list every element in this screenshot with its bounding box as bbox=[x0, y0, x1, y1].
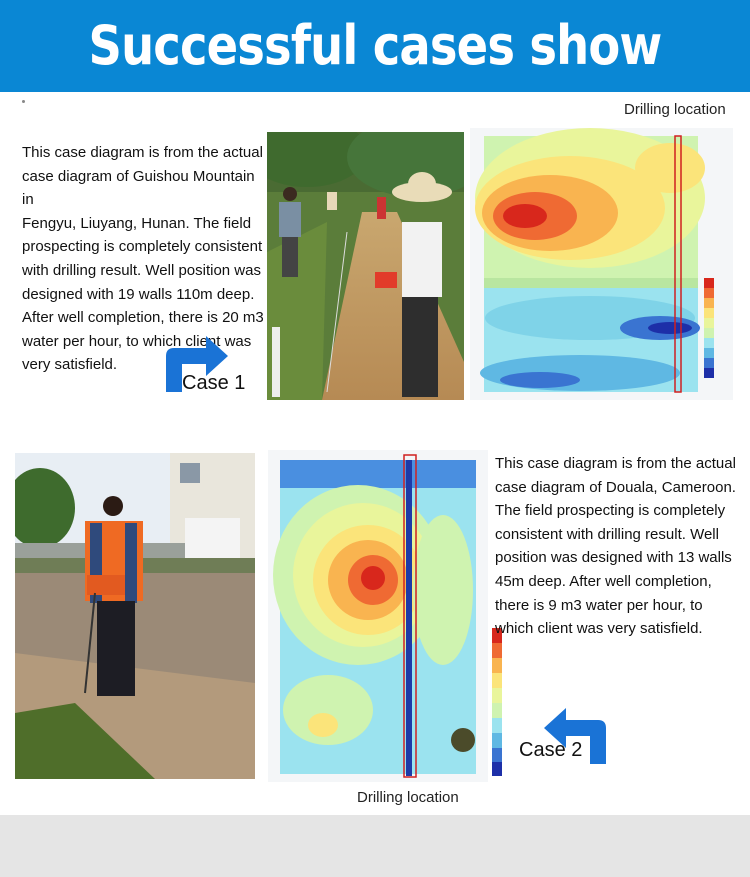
drilling-location-label-case-2: Drilling location bbox=[357, 789, 459, 806]
case-1-line: After well completion, there is 20 m3 bbox=[22, 309, 264, 327]
case-1-line: very satisfield. bbox=[22, 356, 118, 374]
case-2-line: case diagram of Douala, Cameroon. bbox=[495, 478, 736, 496]
case-2-field-photo bbox=[15, 453, 255, 779]
footer-band bbox=[0, 815, 750, 877]
drilling-location-label-case-1: Drilling location bbox=[624, 101, 726, 118]
case-2-resistivity-map bbox=[268, 450, 488, 782]
case-2-line: 45m deep. After well completion, bbox=[495, 572, 712, 590]
case-1-line: case diagram of Guishou Mountain in bbox=[22, 167, 255, 209]
case-2-line: position was designed with 13 walls bbox=[495, 549, 732, 567]
case-1-line: This case diagram is from the actual bbox=[22, 144, 263, 161]
case-2-line: The field prospecting is completely bbox=[495, 502, 726, 520]
page-title: Successful cases show bbox=[88, 14, 662, 77]
case-1-line: Fengyu, Liuyang, Hunan. The field bbox=[22, 214, 252, 232]
case-1-line: water per hour, to which client was bbox=[22, 332, 252, 350]
decorative-dot bbox=[22, 100, 25, 103]
case-1-line: with drilling result. Well position was bbox=[22, 261, 261, 279]
case-1-field-photo bbox=[267, 132, 464, 400]
case-2-line: This case diagram is from the actual bbox=[495, 455, 736, 472]
case-2-line: which client was very satisfield. bbox=[495, 620, 703, 638]
case-2-line: there is 9 m3 water per hour, to bbox=[495, 596, 703, 614]
case-2-colorbar bbox=[492, 628, 504, 776]
case-1-line: prospecting is completely consistent bbox=[22, 238, 263, 256]
case-2-line: consistent with drilling result. Well bbox=[495, 525, 719, 543]
case-2-description bbox=[495, 452, 745, 641]
case-1-tag: Case 1 bbox=[182, 372, 246, 394]
case-1-resistivity-map bbox=[470, 128, 733, 400]
case-1-line: designed with 19 walls 110m deep. bbox=[22, 285, 255, 303]
case-2-tag: Case 2 bbox=[519, 739, 583, 761]
